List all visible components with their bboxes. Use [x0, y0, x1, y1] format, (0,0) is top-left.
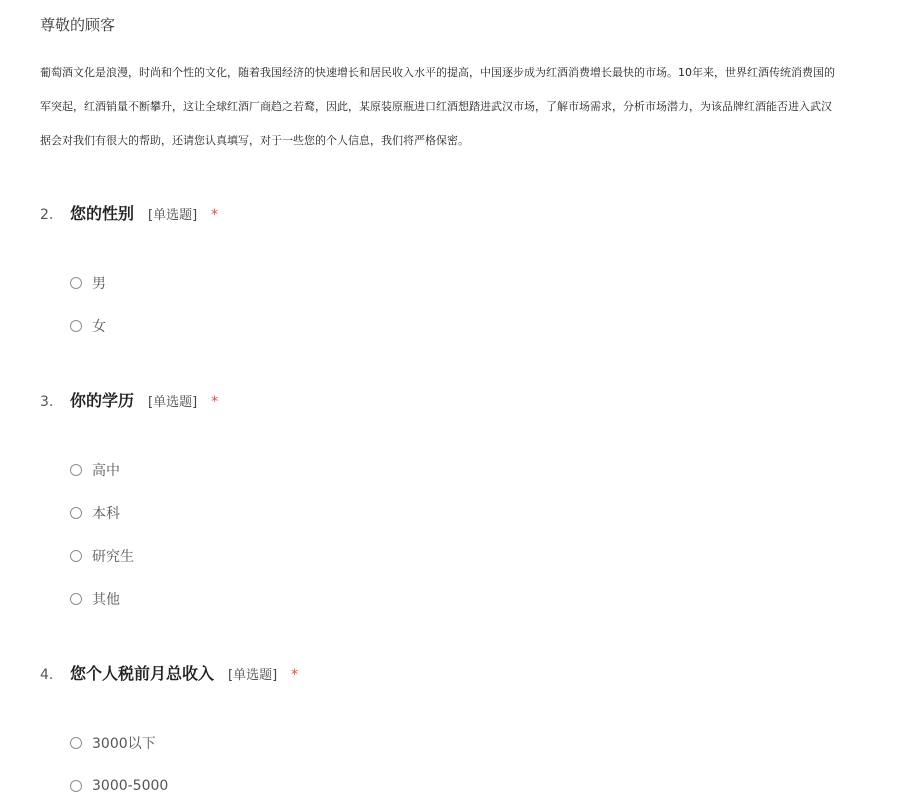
radio-button[interactable]: [70, 737, 82, 749]
option-label: 男: [92, 276, 106, 292]
radio-button[interactable]: [70, 464, 82, 476]
radio-button[interactable]: [70, 507, 82, 519]
radio-button[interactable]: [70, 780, 82, 792]
survey-intro: [40, 14, 900, 158]
required-marker: *: [211, 394, 219, 410]
intro-paragraph: [40, 56, 900, 158]
option-label: 3000-5000: [92, 778, 169, 794]
intro-line: 葡萄酒文化是浪漫，时尚和个性的文化，随着我国经济的快速增长和居民收入水平的提高，中国逐步成为红酒消费增长最快的市场。10年来，世界红酒传统消费国的: [40, 66, 835, 79]
radio-button[interactable]: [70, 277, 82, 289]
option-label: 高中: [92, 463, 120, 479]
option-graduate[interactable]: [70, 546, 134, 566]
option-label: 本科: [92, 506, 120, 522]
question-header: [40, 388, 860, 412]
option-income-3000-5000[interactable]: [70, 776, 168, 796]
greeting: 尊敬的顾客: [40, 16, 116, 34]
required-marker: *: [211, 207, 219, 223]
radio-button[interactable]: [70, 593, 82, 605]
radio-button[interactable]: [70, 320, 82, 332]
question-type: [单选题]: [228, 668, 278, 683]
option-income-under-3000[interactable]: [70, 733, 156, 753]
option-bachelor[interactable]: [70, 503, 120, 523]
question-title: 您的性别: [70, 204, 135, 223]
intro-line: 据会对我们有很大的帮助，还请您认真填写，对于一些您的个人信息，我们将严格保密。: [40, 134, 469, 147]
intro-line: 军突起，红酒销量不断攀升，这让全球红酒厂商趋之若鹜，因此，某原装原瓶进口红酒想踏进武汉市场，了解市场需求，分析市场潜力，为该品牌红酒能否进入武汉: [40, 100, 832, 113]
option-label: 研究生: [92, 549, 134, 565]
question-education: [40, 388, 860, 608]
question-number: 2.: [40, 207, 54, 223]
question-header: [40, 201, 860, 225]
option-label: 3000以下: [92, 736, 156, 752]
required-marker: *: [291, 667, 299, 683]
option-male[interactable]: [70, 273, 106, 293]
question-number: 4.: [40, 667, 54, 683]
question-number: 3.: [40, 394, 54, 410]
question-header: [40, 661, 860, 685]
question-title: 您个人税前月总收入: [70, 664, 215, 683]
question-income: [40, 661, 860, 794]
option-other[interactable]: [70, 589, 120, 609]
radio-button[interactable]: [70, 550, 82, 562]
question-type: [单选题]: [148, 395, 198, 410]
option-label: 其他: [92, 592, 120, 608]
question-gender: [40, 201, 860, 335]
question-type: [单选题]: [148, 208, 198, 223]
option-female[interactable]: [70, 316, 106, 336]
question-title: 你的学历: [70, 391, 135, 410]
option-label: 女: [92, 319, 106, 335]
option-high-school[interactable]: [70, 460, 120, 480]
